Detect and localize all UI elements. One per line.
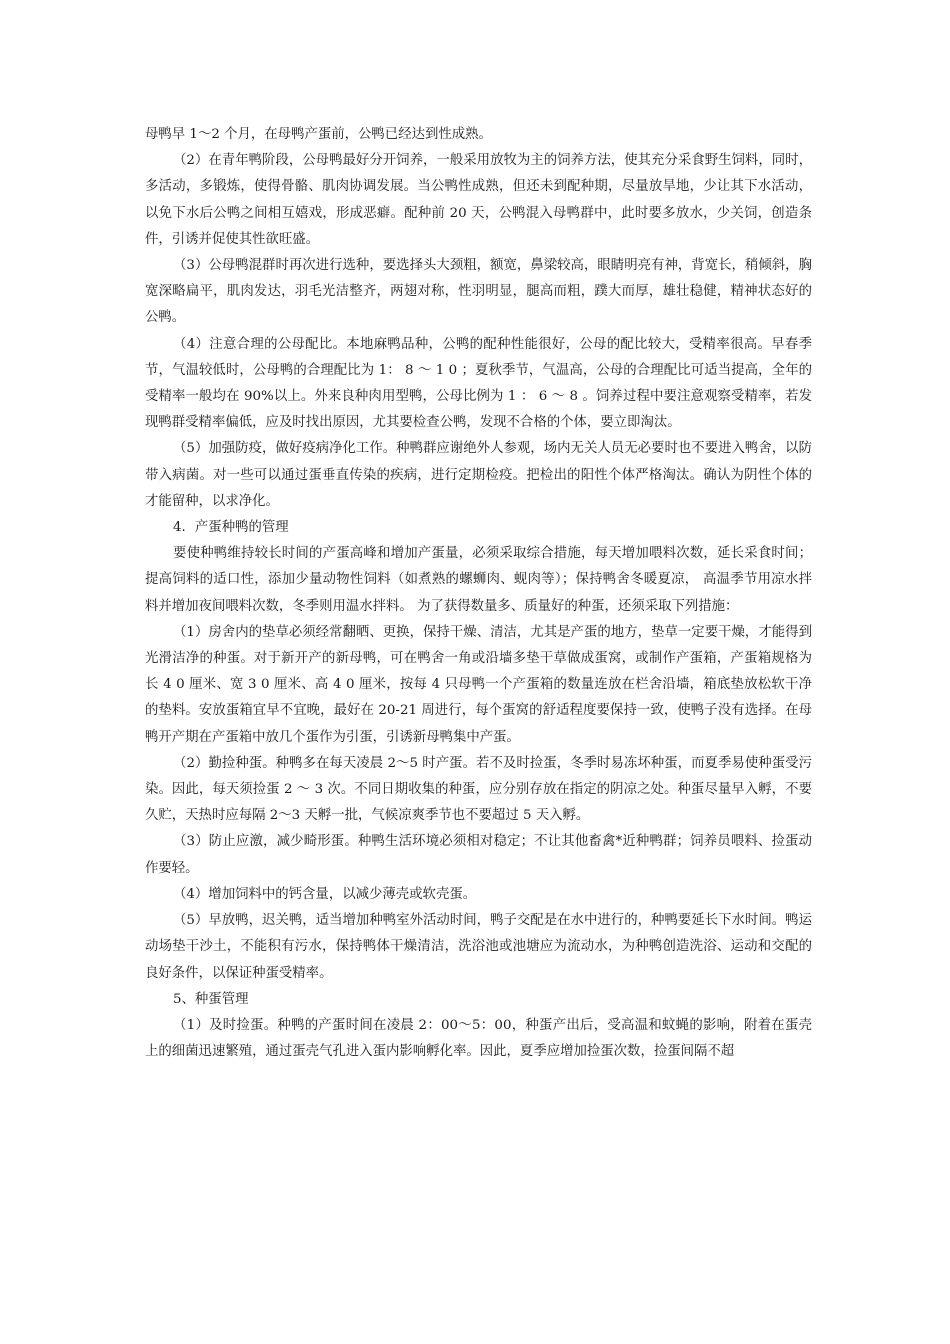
paragraph-measure-2: （2）勤捡种蛋。种鸭多在每天凌晨 2～5 时产蛋。若不及时捡蛋，冬季时易冻坏种蛋，而夏季易使种蛋受污染。因此，每天须捡蛋 2 ～ 3 次。不同日期收集的种蛋，应分别存放在指定的阴凉之处。种蛋尽量早入孵，不要久贮，天热时应每隔 2～3 天孵一批，气候凉爽季节也不要超过 5 天入孵。 (145, 755, 812, 824)
paragraph-intro: 要使种鸭维持较长时间的产蛋高峰和增加产蛋量，必须采取综合措施，每天增加喂料次数，延长采食时间；提高饲料的适口性，添加少量动物性饲料（如煮熟的螺蛳肉、蚬肉等）；保持鸭舍冬暖夏凉， 高温季节用凉水拌料并增加夜间喂料次数，冬季则用温水拌料。 为了获得数量多、质量好的种蛋，还须采取下列措施： (145, 546, 812, 614)
paragraph-item-4: （4）注意合理的公母配比。本地麻鸭品种，公鸭的配种性能很好，公母的配比较大，受精率很高。早春季节，气温较低时，公母鸭的合理配比为 1： 8 ～ 1 0 ；夏秋季节，气温高，公母的合理配比可适当提高，全年的受精率一般均在 90%以上。外来良种肉用型鸭，公母比例为 1 ： 6 ～ 8 。饲养过程中要注意观察受精率，若发现鸭群受精率偏低，应及时找出原因，尤其要检查公鸭，发现不合格的个体，要立即淘汰。 (145, 336, 812, 431)
paragraph-measure-1: （1）房舍内的垫草必须经常翻晒、更换，保持干燥、清洁，尤其是产蛋的地方，垫草一定要干燥，才能得到光滑洁净的种蛋。对于新开产的新母鸭，可在鸭舍一角或沿墙多垫干草做成蛋窝，或制作产蛋箱，产蛋箱规格为长 4 0 厘米、宽 3 0 厘米、高 4 0 厘米，按每 4 只母鸭一个产蛋箱的数量连放在栏舍沿墙，箱底垫放松软干净的垫料。安放蛋箱宜早不宜晚，最好在 20-21 周进行，每个蛋窝的舒适程度要保持一致，使鸭子没有选择。在母鸭开产期在产蛋箱中放几个蛋作为引蛋，引诱新母鸭集中产蛋。 (145, 624, 812, 745)
paragraph-item-3: （3）公母鸭混群时再次进行选种，要选择头大颈粗，额宽，鼻梁较高，眼睛明亮有神，背宽长，稍倾斜，胸宽深略扁平，肌肉发达，羽毛光洁整齐，两翅对称，性羽明显，腿高而粗，蹼大而厚，雄壮稳健，精神状态好的公鸭。 (145, 258, 812, 326)
paragraph-item-5: （5）加强防疫，做好疫病净化工作。种鸭群应谢绝外人参观，场内无关人员无必要时也不要进入鸭舍，以防带入病菌。对一些可以通过蛋垂直传染的疾病，进行定期检疫。把检出的阳性个体严格淘汰。确认为阴性个体的才能留种，以求净化。 (145, 441, 812, 509)
section-heading-5: 5、种蛋管理 (173, 991, 249, 1007)
section-heading-4: 4．产蛋种鸭的管理 (173, 520, 289, 536)
paragraph-continuation: 母鸭早 1～2 个月，在母鸭产蛋前，公鸭已经达到性成熟。 (145, 127, 492, 142)
paragraph-item-2: （2）在青年鸭阶段，公母鸭最好分开饲养，一般采用放牧为主的饲养方法，使其充分采食野生饲料，同时，多活动，多锻炼，使得骨骼、肌肉协调发展。当公鸭性成熟，但还未到配种期，尽量放旱地，少让其下水活动，以免下水后公鸭之间相互嬉戏，形成恶癖。配种前 20 天，公鸭混入母鸭群中，此时要多放水，少关饲，创造条件，引诱并促使其性欲旺盛。 (145, 153, 812, 247)
paragraph-measure-5: （5）早放鸭，迟关鸭，适当增加种鸭室外活动时间，鸭子交配是在水中进行的，种鸭要延长下水时间。鸭运动场垫干沙土，不能积有污水，保持鸭体干燥清洁，洗浴池或池塘应为流动水，为种鸭创造洗浴、运动和交配的良好条件，以保证种蛋受精率。 (145, 913, 812, 981)
paragraph-measure-4: （4）增加饲料中的钙含量，以减少薄壳或软壳蛋。 (173, 886, 477, 902)
document-page (145, 122, 812, 1065)
paragraph-egg-collection: （1）及时捡蛋。种鸭的产蛋时间在凌晨 2：00～5：00，种蛋产出后，受高温和蚊蝇的影响，附着在蛋壳上的细菌迅速繁殖，通过蛋壳气孔进入蛋内影响孵化率。因此，夏季应增加捡蛋次数，捡蛋间隔不超 (145, 1017, 812, 1060)
paragraph-measure-3: （3）防止应激，减少畸形蛋。种鸭生活环境必须相对稳定；不让其他畜禽*近种鸭群；饲养员喂料、捡蛋动作要轻。 (145, 834, 812, 876)
